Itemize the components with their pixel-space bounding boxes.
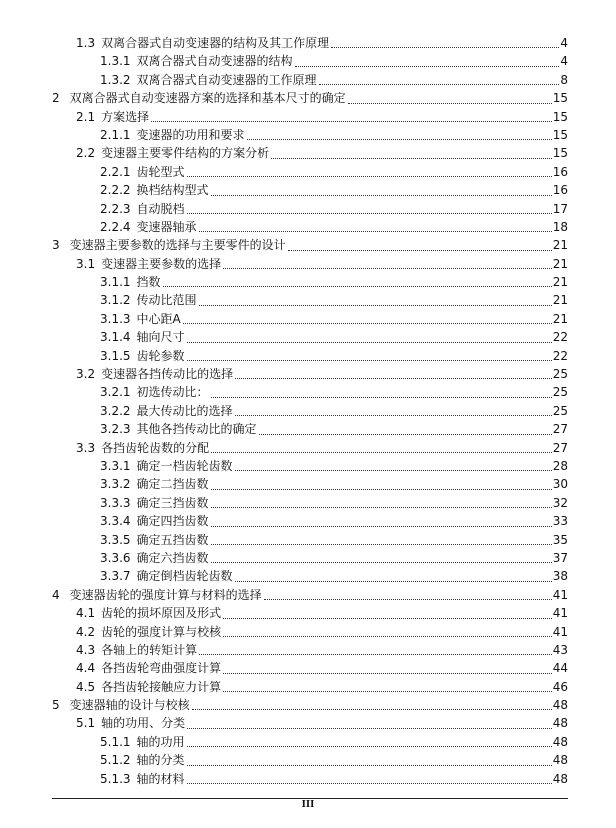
toc-entry-page: 48 — [552, 734, 568, 749]
toc-entry[interactable] — [0, 549, 616, 567]
toc-entry-line — [52, 236, 568, 254]
toc-entry-page: 41 — [552, 587, 568, 602]
toc-entry[interactable] — [0, 696, 616, 714]
toc-entry-number: 2 — [52, 91, 60, 106]
toc-entry-title: 各轴上的转矩计算 — [101, 642, 198, 657]
toc-entry-page: 25 — [552, 367, 568, 382]
toc-dot-leader — [235, 415, 552, 416]
toc-entry-line — [76, 34, 568, 52]
toc-dot-leader — [199, 305, 552, 306]
toc-entry-number: 5 — [52, 698, 60, 713]
toc-entry-number: 3.1 — [76, 256, 96, 271]
toc-entry[interactable] — [0, 567, 616, 585]
toc-entry-title: 各挡齿轮接触应力计算 — [101, 679, 222, 694]
toc-entry-number: 3.1.2 — [100, 293, 131, 308]
toc-entry-number: 3 — [52, 238, 60, 253]
toc-dot-leader — [183, 323, 552, 324]
toc-dot-leader — [211, 544, 552, 545]
toc-entry-page: 46 — [552, 679, 568, 694]
toc-entry-title: 轴的功用 — [136, 734, 185, 749]
toc-entry-title: 齿轮的损坏原因及形式 — [101, 606, 222, 621]
toc-entry-title: 变速器主要参数的选择 — [101, 256, 222, 271]
toc-dot-leader — [192, 709, 552, 710]
toc-entry[interactable] — [0, 365, 616, 383]
toc-entry[interactable] — [0, 255, 616, 273]
toc-entry-line — [100, 273, 568, 291]
toc-entry-number: 3.3 — [76, 440, 96, 455]
toc-entry-title: 其他各挡传动比的确定 — [136, 422, 257, 437]
toc-entry-title: 轴的材料 — [136, 771, 185, 786]
toc-entry-title: 确定一档齿轮齿数 — [136, 458, 233, 473]
toc-dot-leader — [264, 599, 552, 600]
toc-dot-leader — [187, 746, 552, 747]
toc-dot-leader — [187, 360, 552, 361]
toc-entry-number: 2.1.1 — [100, 127, 131, 142]
toc-entry-title: 确定倒档齿轮齿数 — [136, 569, 233, 584]
toc-entry-page: 16 — [552, 183, 568, 198]
toc-entry-page: 15 — [552, 91, 568, 106]
toc-entry-title: 确定六挡齿数 — [136, 550, 209, 565]
toc-entry-page: 35 — [552, 532, 568, 547]
toc-dot-leader — [187, 765, 552, 766]
toc-entry[interactable] — [0, 457, 616, 475]
toc-entry-line — [52, 586, 568, 604]
toc-entry-line — [100, 549, 568, 567]
toc-entry-line — [76, 108, 568, 126]
toc-entry[interactable] — [0, 512, 616, 530]
toc-entry[interactable] — [0, 236, 616, 254]
toc-entry-line — [76, 604, 568, 622]
toc-entry-page: 21 — [552, 238, 568, 253]
toc-entry-page: 21 — [552, 256, 568, 271]
toc-entry-number: 4.3 — [76, 642, 96, 657]
toc-dot-leader — [187, 783, 552, 784]
toc-entry-line — [52, 696, 568, 714]
toc-entry-number: 3.3.7 — [100, 569, 131, 584]
toc-dot-leader — [235, 581, 552, 582]
toc-entry-title: 最大传动比的选择 — [136, 403, 233, 418]
toc-entry-number: 3.2 — [76, 367, 96, 382]
toc-dot-leader — [211, 452, 552, 453]
toc-dot-leader — [211, 562, 552, 563]
toc-entry-title: 变速器各挡传动比的选择 — [101, 367, 234, 382]
toc-entry-line — [100, 751, 568, 769]
toc-entry-title: 传动比范围 — [136, 293, 197, 308]
toc-entry[interactable] — [0, 126, 616, 144]
toc-dot-leader — [223, 691, 552, 692]
toc-entry[interactable] — [0, 218, 616, 236]
toc-entry-title: 各挡齿轮弯曲强度计算 — [101, 661, 222, 676]
toc-entry-line — [100, 291, 568, 309]
toc-entry-page: 4 — [560, 54, 568, 69]
toc-entry[interactable] — [0, 494, 616, 512]
toc-dot-leader — [199, 231, 552, 232]
toc-entry-number: 3.3.6 — [100, 550, 131, 565]
toc-entry[interactable] — [0, 273, 616, 291]
toc-entry-number: 3.2.1 — [100, 385, 131, 400]
toc-entry[interactable] — [0, 71, 616, 89]
toc-entry-title: 双离合器式自动变速器的工作原理 — [136, 72, 317, 87]
toc-dot-leader — [163, 286, 552, 287]
toc-entry-line — [76, 678, 568, 696]
toc-dot-leader — [199, 654, 552, 655]
toc-entry-number: 3.3.1 — [100, 458, 131, 473]
toc-dot-leader — [295, 66, 560, 67]
toc-entry-title: 双离合器式自动变速器方案的选择和基本尺寸的确定 — [69, 91, 346, 106]
toc-entry[interactable] — [0, 144, 616, 162]
toc-dot-leader — [288, 250, 552, 251]
toc-entry-title: 确定二挡齿数 — [136, 477, 209, 492]
toc-entry-line — [100, 52, 568, 70]
toc-entry-line — [100, 310, 568, 328]
toc-entry-title: 确定五挡齿数 — [136, 532, 209, 547]
toc-entry-line — [52, 89, 568, 107]
toc-entry-number: 4.4 — [76, 661, 96, 676]
toc-dot-leader — [187, 342, 552, 343]
toc-dot-leader — [187, 213, 552, 214]
toc-entry[interactable] — [0, 439, 616, 457]
toc-entry[interactable] — [0, 659, 616, 677]
toc-entry-page: 4 — [560, 36, 568, 50]
toc-dot-leader — [271, 158, 552, 159]
toc-entry-title: 方案选择 — [101, 109, 150, 124]
toc-entry-page: 43 — [552, 642, 568, 657]
toc-entry-number: 1.3.2 — [100, 72, 131, 87]
toc-dot-leader — [151, 121, 552, 122]
toc-entry-page: 25 — [552, 385, 568, 400]
toc-entry[interactable] — [0, 623, 616, 641]
toc-entry-title: 中心距A — [136, 311, 181, 326]
toc-entry-line — [100, 383, 568, 401]
toc-entry-number: 2.2.3 — [100, 201, 131, 216]
toc-dot-leader — [187, 728, 552, 729]
toc-entry-title: 齿轮型式 — [136, 164, 185, 179]
toc-entry-page: 32 — [552, 495, 568, 510]
toc-entry-title: 确定三挡齿数 — [136, 495, 209, 510]
toc-entry[interactable] — [0, 328, 616, 346]
toc-dot-leader — [211, 526, 552, 527]
table-of-contents — [0, 34, 616, 788]
toc-entry-page: 22 — [552, 348, 568, 363]
toc-entry-page: 8 — [560, 72, 568, 87]
toc-entry-page: 22 — [552, 330, 568, 345]
toc-entry-line — [76, 659, 568, 677]
toc-entry-line — [100, 770, 568, 788]
toc-entry[interactable] — [0, 383, 616, 401]
toc-entry-number: 3.3.4 — [100, 514, 131, 529]
toc-dot-leader — [331, 47, 559, 48]
toc-dot-leader — [259, 434, 552, 435]
toc-entry-line — [100, 402, 568, 420]
toc-entry-line — [100, 733, 568, 751]
toc-entry-line — [76, 641, 568, 659]
toc-entry[interactable] — [0, 678, 616, 696]
toc-dot-leader — [223, 268, 552, 269]
toc-entry-number: 5.1.3 — [100, 771, 131, 786]
toc-entry-page: 28 — [552, 458, 568, 473]
toc-dot-leader — [247, 139, 552, 140]
toc-entry[interactable] — [0, 310, 616, 328]
toc-entry-title: 变速器的功用和要求 — [136, 127, 245, 142]
toc-dot-leader — [211, 195, 552, 196]
toc-entry[interactable] — [0, 89, 616, 107]
toc-entry[interactable] — [0, 291, 616, 309]
toc-entry[interactable] — [0, 733, 616, 751]
toc-entry[interactable] — [0, 641, 616, 659]
toc-entry[interactable] — [0, 751, 616, 769]
toc-dot-leader — [235, 470, 552, 471]
toc-dot-leader — [211, 397, 552, 398]
footer-divider — [52, 798, 568, 799]
toc-entry-number: 2.2.1 — [100, 164, 131, 179]
toc-entry-line — [100, 567, 568, 585]
toc-entry-page: 18 — [552, 219, 568, 234]
toc-entry-line — [100, 126, 568, 144]
toc-entry-line — [100, 328, 568, 346]
toc-entry-line — [100, 71, 568, 89]
toc-entry-line — [76, 714, 568, 732]
toc-entry-page: 21 — [552, 275, 568, 290]
toc-entry-line — [76, 255, 568, 273]
toc-entry-page: 37 — [552, 550, 568, 565]
toc-entry-number: 4 — [52, 587, 60, 602]
toc-entry-number: 5.1.1 — [100, 734, 131, 749]
toc-entry-line — [100, 475, 568, 493]
toc-entry-line — [100, 181, 568, 199]
toc-entry-line — [100, 347, 568, 365]
toc-entry-line — [100, 218, 568, 236]
toc-entry-number: 3.2.3 — [100, 422, 131, 437]
toc-entry-number: 2.2.2 — [100, 183, 131, 198]
toc-entry-number: 3.1.5 — [100, 348, 131, 363]
toc-entry-page: 30 — [552, 477, 568, 492]
toc-entry[interactable] — [0, 181, 616, 199]
toc-entry-title: 双离合器式自动变速器的结构及其工作原理 — [101, 36, 330, 50]
toc-dot-leader — [223, 636, 552, 637]
toc-entry-page: 21 — [552, 293, 568, 308]
toc-dot-leader — [235, 378, 552, 379]
toc-dot-leader — [187, 176, 552, 177]
toc-entry-page: 41 — [552, 606, 568, 621]
toc-entry-title: 初选传动比： — [136, 385, 209, 400]
toc-entry-page: 48 — [552, 771, 568, 786]
toc-entry-number: 1.3.1 — [100, 54, 131, 69]
toc-entry-line — [76, 144, 568, 162]
toc-entry-page: 27 — [552, 440, 568, 455]
toc-entry[interactable] — [0, 200, 616, 218]
toc-entry-page: 21 — [552, 311, 568, 326]
toc-entry-number: 2.1 — [76, 109, 96, 124]
toc-entry-number: 5.1.2 — [100, 753, 131, 768]
toc-entry-page: 17 — [552, 201, 568, 216]
toc-entry-title: 变速器齿轮的强度计算与材料的选择 — [69, 587, 262, 602]
toc-entry[interactable] — [0, 770, 616, 788]
toc-dot-leader — [319, 84, 560, 85]
toc-entry-number: 4.2 — [76, 624, 96, 639]
toc-entry-title: 轴向尺寸 — [136, 330, 185, 345]
page-number: III — [301, 800, 315, 810]
toc-entry-page: 48 — [552, 716, 568, 731]
toc-entry[interactable] — [0, 604, 616, 622]
toc-entry-page: 27 — [552, 422, 568, 437]
toc-entry-title: 变速器轴承 — [136, 219, 197, 234]
toc-entry-title: 各挡齿轮齿数的分配 — [101, 440, 210, 455]
toc-entry-number: 4.1 — [76, 606, 96, 621]
toc-entry-page: 15 — [552, 127, 568, 142]
toc-entry-number: 3.1.3 — [100, 311, 131, 326]
toc-entry-number: 5.1 — [76, 716, 96, 731]
toc-entry-title: 换档结构型式 — [136, 183, 209, 198]
toc-entry-number: 1.3 — [76, 36, 96, 50]
toc-entry-title: 变速器主要零件结构的方案分析 — [101, 146, 270, 161]
toc-entry-title: 齿轮的强度计算与校核 — [101, 624, 222, 639]
toc-entry-number: 3.2.2 — [100, 403, 131, 418]
toc-entry-number: 3.3.5 — [100, 532, 131, 547]
toc-entry-title: 齿轮参数 — [136, 348, 185, 363]
toc-entry-number: 3.3.2 — [100, 477, 131, 492]
toc-entry[interactable] — [0, 475, 616, 493]
toc-entry[interactable] — [0, 34, 616, 52]
toc-entry-line — [100, 200, 568, 218]
toc-entry[interactable] — [0, 531, 616, 549]
toc-entry-number: 3.1.1 — [100, 275, 131, 290]
toc-entry-number: 4.5 — [76, 679, 96, 694]
toc-entry[interactable] — [0, 714, 616, 732]
toc-entry-number: 2.2.4 — [100, 219, 131, 234]
toc-entry-line — [100, 494, 568, 512]
toc-entry-title: 双离合器式自动变速器的结构 — [136, 54, 293, 69]
toc-entry-page: 15 — [552, 146, 568, 161]
toc-entry[interactable] — [0, 420, 616, 438]
toc-entry-page: 25 — [552, 403, 568, 418]
toc-dot-leader — [223, 618, 552, 619]
toc-entry-line — [100, 420, 568, 438]
toc-entry-title: 变速器主要参数的选择与主要零件的设计 — [69, 238, 286, 253]
toc-entry[interactable] — [0, 163, 616, 181]
toc-entry-title: 轴的功用、分类 — [101, 716, 186, 731]
toc-entry[interactable] — [0, 108, 616, 126]
toc-entry-page: 41 — [552, 624, 568, 639]
toc-dot-leader — [211, 489, 552, 490]
toc-dot-leader — [211, 507, 552, 508]
toc-entry-number: 3.1.4 — [100, 330, 131, 345]
toc-entry-line — [100, 163, 568, 181]
toc-entry[interactable] — [0, 347, 616, 365]
toc-entry-page: 38 — [552, 569, 568, 584]
toc-entry-page: 44 — [552, 661, 568, 676]
toc-entry-number: 2.2 — [76, 146, 96, 161]
toc-entry[interactable] — [0, 52, 616, 70]
toc-entry-title: 自动脱档 — [136, 201, 185, 216]
toc-entry-page: 48 — [552, 753, 568, 768]
toc-entry-line — [100, 512, 568, 530]
toc-entry-line — [100, 457, 568, 475]
toc-entry-line — [76, 439, 568, 457]
toc-entry-page: 16 — [552, 164, 568, 179]
toc-entry-page: 15 — [552, 109, 568, 124]
toc-entry-line — [76, 623, 568, 641]
toc-entry-line — [100, 531, 568, 549]
toc-dot-leader — [223, 673, 552, 674]
toc-dot-leader — [348, 103, 552, 104]
toc-entry-title: 变速器轴的设计与校核 — [69, 698, 190, 713]
toc-entry-title: 轴的分类 — [136, 753, 185, 768]
toc-entry[interactable] — [0, 402, 616, 420]
toc-entry-number: 3.3.3 — [100, 495, 131, 510]
toc-entry[interactable] — [0, 586, 616, 604]
toc-entry-page: 33 — [552, 514, 568, 529]
toc-entry-line — [76, 365, 568, 383]
toc-entry-page: 48 — [552, 698, 568, 713]
toc-entry-title: 挡数 — [136, 275, 161, 290]
toc-entry-title: 确定四挡齿数 — [136, 514, 209, 529]
